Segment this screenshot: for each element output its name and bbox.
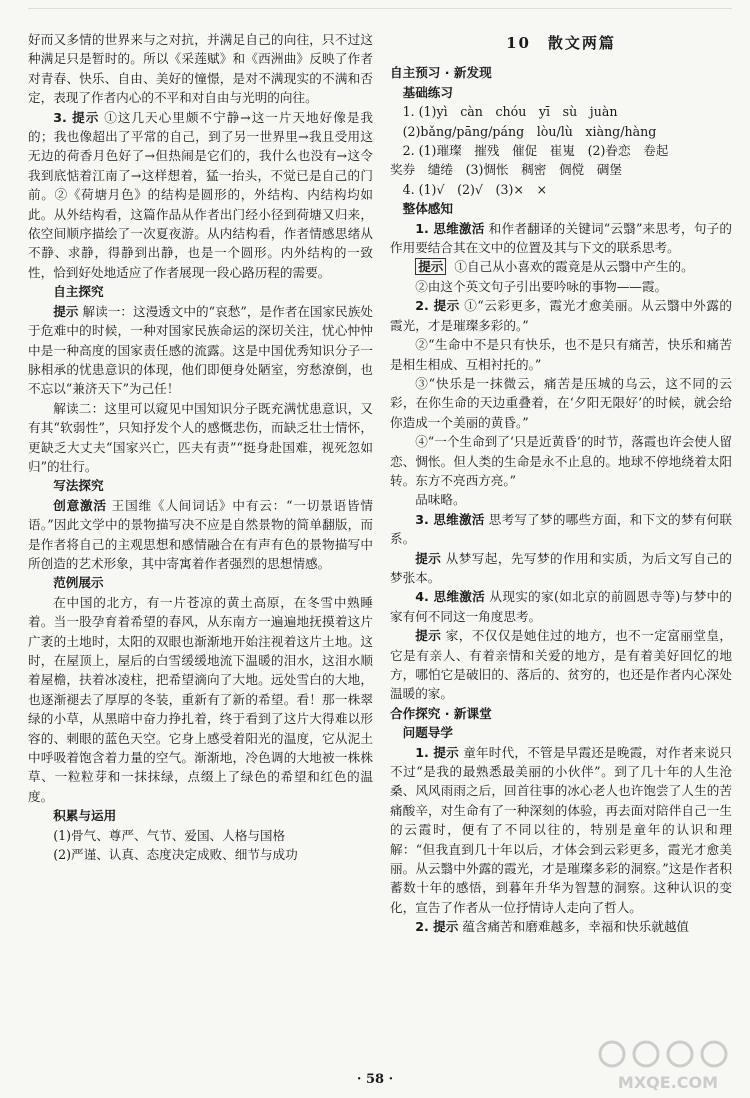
item-label: 提示 — [415, 550, 442, 566]
item-text: 从梦写起，先写梦的作用和实质，为后文写自己的梦张本。 — [390, 550, 732, 585]
answer-line: 2. (1)璀璨 摧残 催促 崔嵬 (2)眷恋 卷起 — [402, 143, 669, 159]
page-number: · 58 · — [356, 1072, 394, 1087]
item-label: 1. 思维激活 — [415, 220, 485, 236]
top-rule — [28, 8, 732, 9]
item-label: 提示 — [415, 628, 442, 644]
page-number-value: 58 — [365, 1072, 385, 1087]
paragraph — [28, 302, 373, 399]
item-text: 童年时代，不管是早霞还是晚霞，对作者来说只不过“是我的最熟悉最美丽的小伙伴”。到了几十年的人生沧桑、风风雨雨之后，回首往事的冰心老人也许饱尝了人生的苦痛酸辛，对生命有了一种深刻的体验，再去面对陪伴自己一生的云霞时，便有了不同以往的，特别是童年的认识和理解：“但我直到几十年以后，才体会到云彩更多，霞光才愈美丽。从云翳中外露的霞光，才是璀璨多彩的洞察。”这是作者积蓄数十年的感悟，到暮年升华为智慧的洞察。这种认识的变化，宣告了作者从一位抒情诗人走向了哲人。 — [390, 744, 732, 915]
section-heading: 问题导学 — [402, 725, 453, 741]
paragraph — [390, 549, 732, 588]
paragraph — [390, 510, 732, 549]
paragraph — [390, 257, 732, 276]
answer-line: (2)bǎng/pāng/páng lòu/lù xiàng/hàng — [402, 123, 657, 139]
item-label: 2. 提示 — [415, 919, 459, 935]
item-label: 3. 思维激活 — [415, 511, 485, 527]
paragraph — [28, 108, 373, 283]
paragraph — [390, 587, 732, 626]
right-column — [390, 30, 732, 937]
paragraph: ③“快乐是一抹微云，痛苦是压城的乌云，这不同的云彩，在你生命的天边重叠着，在‘夕阳无限好’的时候，就会给你造成一个美丽的黄昏。” — [390, 375, 732, 430]
item-text: ①这几天心里颇不宁静→这一片天地好像是我的；我也像超出了平常的自己，到了另一世界里→我且受用这无边的荷香月色好了→但热闹是它们的，我什么也没有→这令我到底惦着江南了→这样想着，猛一抬头，不觉已是自己的门前。②《荷塘月色》的结构是圆形的，外结构、内结构均如此。从外结构看，这篇作品从作者出门经小径到荷塘又归来，依空间顺序描绘了一次夏夜游。从内结构看，作者情感思绪从不静、求静，得静到出静，也是一个圆形。内外结构的一致性，恰到好处地适应了作者展现一段心路历程的需要。 — [28, 109, 373, 280]
paragraph: 品味略。 — [415, 492, 466, 508]
item-label: 4. 思维激活 — [415, 589, 486, 605]
section-heading: 自主预习 · 新发现 — [390, 65, 492, 81]
hint-label: 提示 — [415, 258, 446, 275]
section-heading: 基础练习 — [402, 84, 453, 100]
answer-line: 4. (1)√ (2)√ (3)× × — [402, 181, 548, 197]
paragraph: ④“一个生命到了‘只是近黄昏’的时节，落霞也许会使人留恋、惆怅。但人类的生命是永不止息的。地球不停地绕着太阳转。东方不亮西方亮。” — [390, 434, 732, 488]
section-heading: 范例展示 — [53, 575, 104, 591]
paragraph: 在中国的北方，有一片苍凉的黄土高原，在冬雪中熟睡着。当一股孕育着希望的春风，从东南方一遍遍地抚摸着这片广袤的土地时，太阳的双眼也渐渐地开始注视着这片土地。这时，在屋顶上，屋后的白雪缓缓地流下温暖的泪水，这泪水顺着屋檐，扶着冰凌柱，把希望滴向了大地。远处雪白的大地，也逐渐褪去了厚厚的冬装，重新有了新的希望。看！那一株翠绿的小草，从黑暗中奋力挣扎着，终于看到了这片大得难以形容的、刺眼的蓝色天空。它身上感受着阳光的温度，它从泥土中呼吸着饱含着力量的空气。渐渐地，冷色调的大地被一株株草、一粒粒芽和一抹抹绿，点缀上了绿色的希望和红色的温度。 — [28, 594, 373, 804]
paragraph — [390, 219, 732, 258]
paragraph: 好而又多情的世界来与之对抗，并满足自己的向往，只不过这种满足只是暂时的。所以《采莲赋》和《西洲曲》反映了作者对青春、快乐、自由、美好的憧憬，是对不满现实的不满和否定，表现了作者内心的不平和对自由与光明的向往。 — [28, 32, 373, 106]
answer-line: 1. (1)yì càn chóu yī sù juàn — [402, 104, 618, 120]
item-label: 提示 — [53, 303, 79, 319]
item-text: 从现实的家(如北京的前圆恩寺等)与梦中的家有何不同这一角度思考。 — [390, 589, 732, 624]
item-label: 2. 提示 — [415, 298, 460, 314]
watermark-text: MXQE.COM — [617, 1073, 719, 1092]
paragraph: 解读二：这里可以窥见中国知识分子既充满忧患意识，又有其“软弱性”，只知抒发个人的感慨悲伤，而缺乏壮士情怀，更缺乏大丈夫“国家兴亡，匹夫有责”“挺身赴国难，视死忽如归”的壮行。 — [28, 400, 373, 474]
paragraph: ②“生命中不是只有快乐，也不是只有痛苦，快乐和痛苦是相生相成、互相衬托的。” — [390, 337, 732, 372]
section-heading: 自主探究 — [53, 284, 104, 300]
lesson-title: 10 散文两篇 — [506, 34, 616, 52]
item-text: 王国维《人间词话》中有云：“一切景语皆情语。”因此文学中的景物描写决不应是自然景物的简单翻版，而是作者将自己的主观思想和感情融合在有声有色的景物描写中所创造的艺术形象，其中寄寓着作者强烈的思想情感。 — [28, 497, 374, 571]
paragraph: (2)严谨、认真、态度决定成败、细节与成功 — [53, 847, 298, 863]
item-text: 解读一：这漫透文中的“哀愁”，是作者在国家民族处于危难中的时候，一种对国家民族命运的深切关注，忧心忡忡中是一种高度的国家责任感的流露。这是中国优秀知识分子一脉相承的忧患意识的体现，他们即便身处陋室，穷愁潦倒，也不忘以“兼济天下”为己任！ — [28, 303, 373, 397]
section-heading: 写法探究 — [53, 478, 104, 494]
paragraph — [390, 296, 732, 335]
item-label: 1. 提示 — [415, 744, 459, 760]
item-text: ①“云彩更多，霞光才愈美丽。从云翳中外露的霞光，才是璀璨多彩的。” — [390, 298, 732, 333]
paragraph: (1)骨气、尊严、气节、爱国、人格与国格 — [53, 827, 286, 843]
paragraph — [390, 743, 732, 918]
section-heading: 积累与运用 — [53, 808, 117, 824]
left-column — [28, 30, 373, 864]
item-text: 思考写了梦的哪些方面，和下文的梦有何联系。 — [390, 511, 732, 547]
item-text: 和作者翻译的关键词“云翳”来思考，句子的作用要结合其在文中的位置及其与下文的联系思考。 — [390, 220, 732, 256]
section-heading: 合作探究 · 新课堂 — [390, 705, 492, 721]
answer-line: 奖券 缱绻 (3)惆怅 稠密 倜傥 碉堡 — [390, 162, 622, 178]
watermark-logo — [594, 1036, 742, 1094]
paragraph — [390, 917, 732, 936]
item-text: 家，不仅仅是她住过的地方，也不一定富丽堂皇，它是有亲人、有着亲情和关爱的地方，是有着美好回忆的地方，哪怕它是破旧的、落后的、贫穷的，也还是作者内心深处温暖的家。 — [390, 628, 732, 702]
paragraph: ②由这个英文句子引出要吟咏的事物——霞。 — [415, 278, 668, 294]
paragraph — [28, 496, 373, 574]
item-label: 3. 提示 — [53, 109, 100, 125]
section-heading: 整体感知 — [402, 201, 453, 217]
paragraph — [390, 626, 732, 704]
item-text: ①自己从小喜欢的霞竟是从云翳中产生的。 — [450, 259, 694, 275]
item-label: 创意激活 — [53, 497, 107, 513]
item-text: 蕴含痛苦和磨难越多，幸福和快乐就越值 — [458, 919, 690, 935]
